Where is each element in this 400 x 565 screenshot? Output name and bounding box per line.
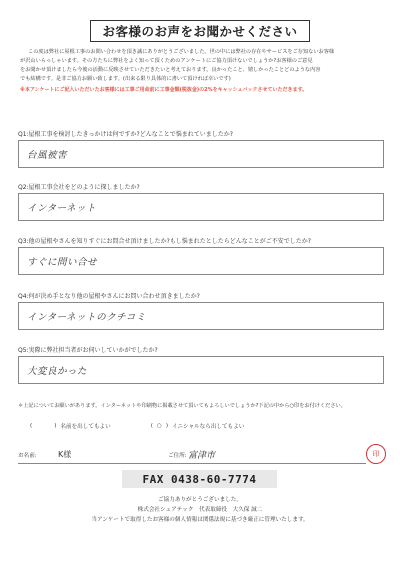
answer-box[interactable] <box>18 193 384 221</box>
name-label: お名前: <box>18 452 37 459</box>
answer-box[interactable] <box>18 140 384 168</box>
publication-request: ＊上記についてお願いがあります。インターネットや印刷物に掲載させて頂いてもよろしいでしょうか?下記の中から○印をお付けください。 <box>18 403 346 409</box>
publication-options <box>30 422 370 430</box>
question-label: Q5:実際に弊社担当者がお伺いしていかがでしたか? <box>18 347 158 354</box>
address-label: ご住所: <box>168 452 187 459</box>
option-initial-ok[interactable] <box>151 422 245 430</box>
option-name-ok[interactable] <box>30 422 111 430</box>
question-label: Q4:何が決め手となり他の屋根やさんにお問い合わせ頂きましたか? <box>18 293 200 300</box>
answer-text: インターネット <box>27 203 97 214</box>
seal-stamp-icon: 印 <box>366 444 386 464</box>
option-paren-close: ) <box>54 423 57 429</box>
answer-box[interactable] <box>18 356 384 384</box>
question-block-1 <box>18 130 384 168</box>
address-value[interactable]: 富津市 <box>188 451 216 461</box>
name-value[interactable]: K様 <box>58 450 72 459</box>
answer-text: インターネットのクチコミ <box>27 312 146 323</box>
fax-number: FAX 0438-60-7774 <box>142 472 257 486</box>
question-label: Q1:屋根工事を検討したきっかけは何ですか?どんなことで悩まれていましたか? <box>18 131 233 138</box>
circle-mark: ○ <box>156 423 162 429</box>
intro-paragraph <box>20 48 382 95</box>
option-paren-open: ( <box>150 423 153 429</box>
fax-box <box>122 470 277 488</box>
question-block-5 <box>18 346 384 384</box>
footer <box>0 495 400 525</box>
question-label: Q3:他の屋根やさんを知りすぐにお問合せ頂けましたか?もし悩まれたとしたらどんなことがご不安でしたか? <box>18 238 311 245</box>
footer-company: 株式会社シェアテック 代表取締役 大久保 誠二 <box>137 507 263 513</box>
title-box <box>90 20 310 42</box>
cashback-notice: ※本アンケートにご記入いただいたお客様には工事ご用命前に工事金額(税抜金)の2%をキャッシュバックさせていただきます。 <box>20 87 308 93</box>
option-label: 名前を出してもよい <box>60 424 111 430</box>
question-block-2 <box>18 183 384 221</box>
option-paren-open: ( <box>30 423 33 429</box>
question-label: Q2:屋根工事会社をどのように探しましたか? <box>18 184 140 191</box>
intro-line: でも結構です。是非ご協力お願い致します。(出来る限り具体的に書いて頂ければ幸いです) <box>20 76 231 82</box>
intro-line: をお聞かせ頂けましたら今後の活動に反映させていただきたいと考えております。良かったこと、嬉しかったことどのような内容 <box>20 67 321 73</box>
intro-line: が沢山いらっしゃいます。その方たちに弊社をよく知って頂くためのアンケートにご協力頂けないでしょうか?お客様のご意見 <box>20 58 313 64</box>
footer-privacy: 当アンケートで取得したお客様の個人情報は関係法規に基づき厳正に管理いたします。 <box>91 517 309 523</box>
footer-thanks: ご協力ありがとうございました。 <box>158 497 242 503</box>
intro-line: この度は弊社に屋根工事のお問い合わせを頂き誠にありがとうございました。世の中には弊社の存在やサービスをご存知ないお客様 <box>28 49 335 55</box>
answer-text: 大変良かった <box>27 366 88 377</box>
answer-text: すぐに問い合せ <box>27 257 98 268</box>
question-block-3 <box>18 237 384 275</box>
option-paren-close: ) <box>165 423 168 429</box>
page-title: お客様のお声をお聞かせください <box>102 24 298 39</box>
answer-box[interactable] <box>18 302 384 330</box>
name-address-row <box>18 446 366 464</box>
answer-text: 台風被害 <box>27 150 68 161</box>
answer-box[interactable] <box>18 247 384 275</box>
question-block-4 <box>18 292 384 330</box>
option-label: イニシャルなら出してもよい <box>172 424 245 430</box>
